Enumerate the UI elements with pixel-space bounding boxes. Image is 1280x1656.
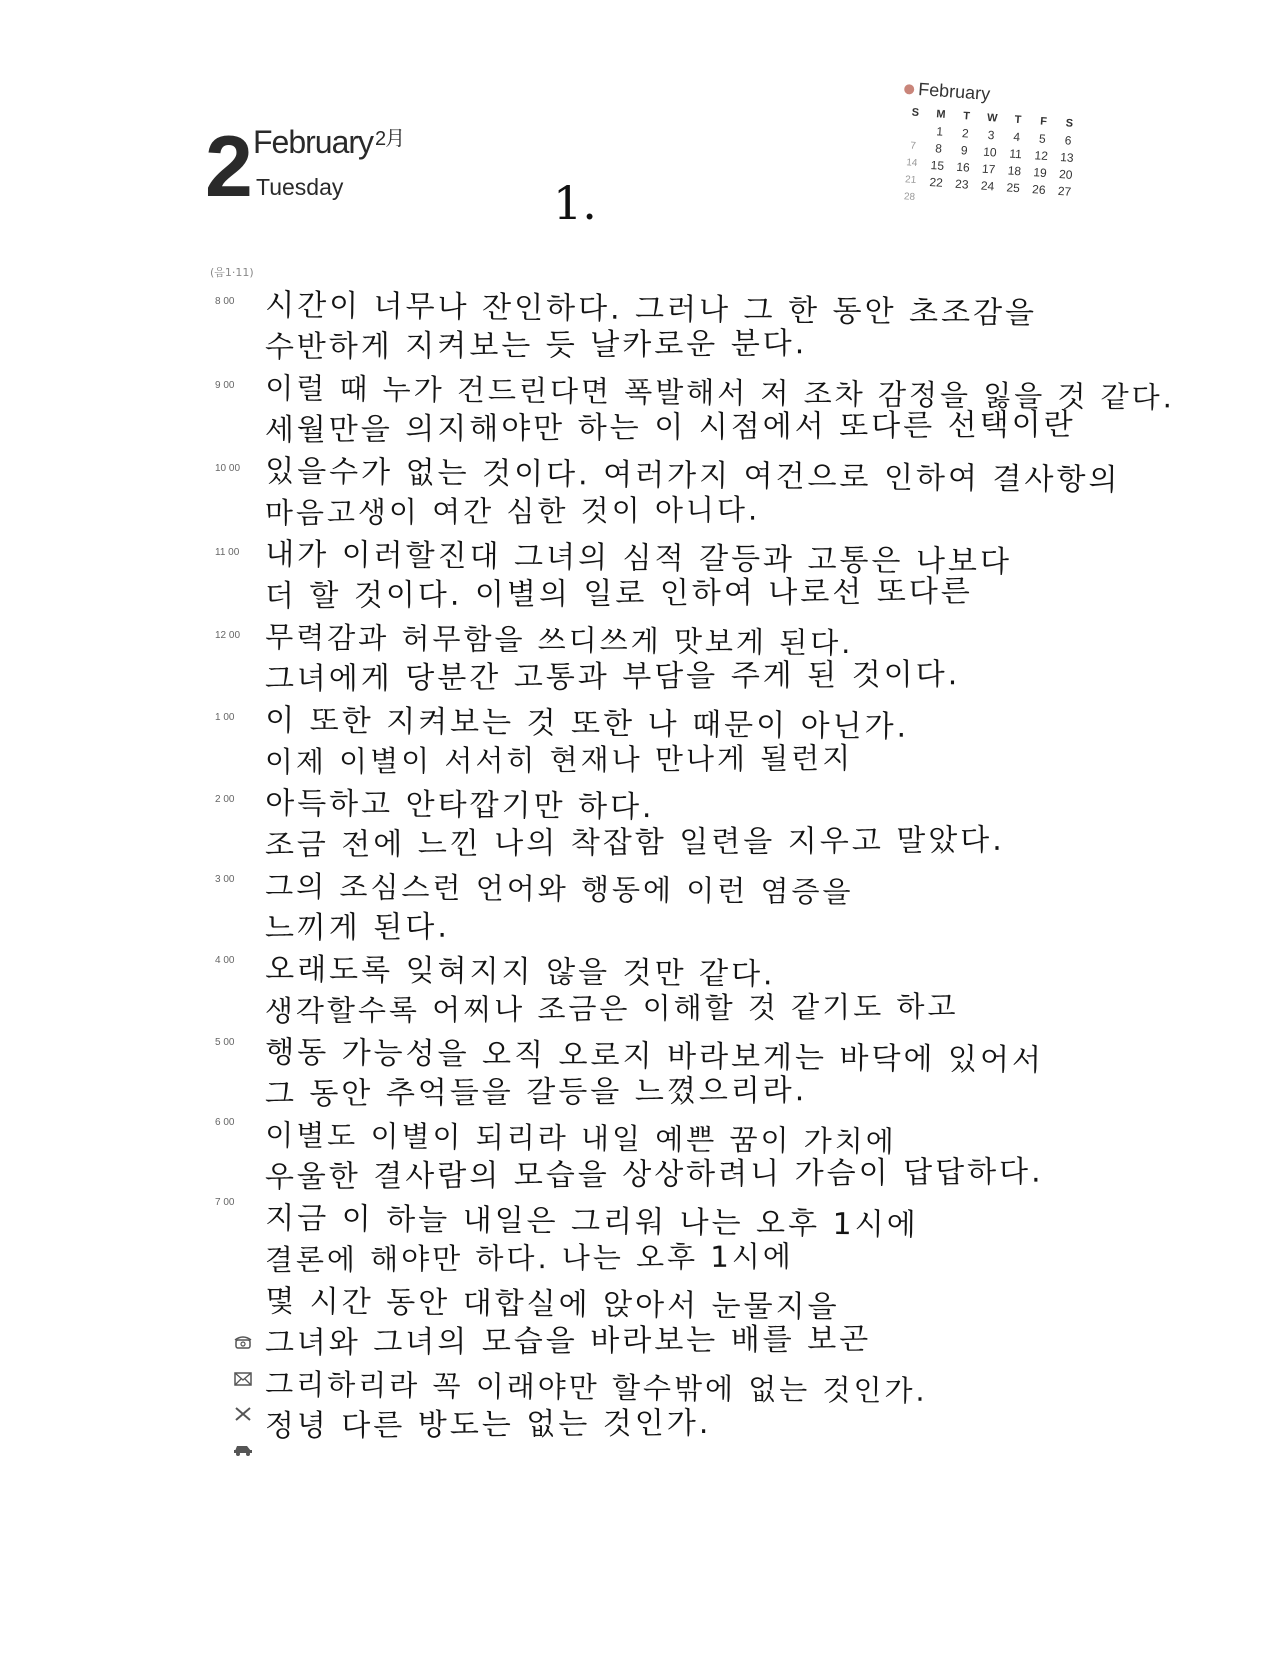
diary-line: 결론에 해야만 하다. 나는 오후 1시에 (264, 1238, 794, 1276)
date-month (253, 122, 404, 161)
weekday-cell: S (1065, 116, 1074, 130)
day-cell: 24 (980, 178, 995, 193)
diary-line: 느끼게 된다. (264, 908, 450, 945)
day-cell: 14 (905, 157, 918, 170)
hour-marker: 12 00 (215, 630, 241, 641)
day-cell: 25 (1006, 179, 1021, 195)
diary-line: 세월만을 의지해야만 하는 이 시점에서 또다른 선택이란 (264, 406, 1076, 448)
hour-marker: 2 00 (215, 794, 235, 805)
diary-line: 그리하리라 꼭 이래야만 할수밖에 없는 것인가. (265, 1366, 928, 1408)
weekday-cell: F (1039, 115, 1048, 128)
month-name: February (253, 124, 374, 160)
day-cell: 1 (935, 123, 944, 139)
diary-line: 오래도록 잊혀지지 않을 것만 같다. (265, 951, 776, 992)
mini-calendar-month: February (917, 78, 991, 104)
day-cell (973, 193, 1000, 212)
day-cell: 2 (961, 125, 970, 141)
hour-marker: 3 00 (215, 874, 235, 885)
hour-marker: 10 00 (215, 463, 241, 474)
diary-line: 생각할수록 어찌나 조금은 이해할 것 같기도 하고 (264, 988, 959, 1027)
day-cell: 16 (955, 159, 971, 175)
day-cell: 23 (954, 176, 970, 192)
scissors-icon (232, 1405, 254, 1423)
mini-calendar (896, 78, 1084, 217)
diary-line: 정녕 다른 방도는 없는 것인가. (264, 1404, 712, 1443)
diary-line: 우울한 결사람의 모습을 상상하려니 가슴이 답답하다. (264, 1153, 1044, 1194)
envelope-icon (232, 1370, 254, 1388)
diary-line: 행동 가능성을 오직 오로지 바라보게는 바닥에 있어서 (265, 1034, 1045, 1078)
month-dot-icon (904, 83, 915, 94)
mini-calendar-grid (896, 103, 1083, 217)
diary-line: 이제 이별이 서서히 현재나 만나게 될런지 (264, 739, 854, 779)
hour-marker: 1 00 (215, 712, 235, 723)
day-cell (1024, 197, 1051, 216)
day-cell: 3 (987, 127, 995, 142)
hour-marker: 7 00 (215, 1197, 235, 1208)
day-cell (1050, 198, 1077, 217)
day-cell: 7 (909, 140, 917, 152)
diary-line: 그 동안 추억들을 갈등을 느꼈으리라. (264, 1072, 808, 1111)
diary-line: 이별도 이별이 되리라 내일 예쁜 꿈이 가치에 (265, 1117, 897, 1159)
date-weekday: Tuesday (256, 174, 344, 200)
day-cell: 21 (904, 174, 917, 187)
handwritten-diary-entry (264, 282, 1176, 1444)
hour-marker: 5 00 (215, 1037, 235, 1048)
day-cell: 19 (1032, 164, 1048, 180)
diary-line: 이럴 때 누가 건드린다면 폭발해서 저 조차 감정을 잃을 것 같다. (265, 370, 1176, 415)
weekday-cell: W (986, 111, 998, 125)
diary-line: 조금 전에 느낀 나의 착잡함 일련을 지우고 말았다. (264, 821, 1005, 862)
weekday-cell: S (911, 106, 920, 119)
diary-line: 그녀와 그녀의 모습을 바라보는 배를 보곤 (264, 1320, 872, 1360)
hour-marker: 9 00 (215, 380, 235, 391)
weekday-cell: M (935, 107, 946, 121)
day-cell: 15 (930, 157, 945, 173)
diary-line: 지금 이 하늘 내일은 그리워 나는 오후 1시에 (265, 1200, 919, 1243)
weekday-cell: T (1014, 113, 1022, 126)
day-cell (999, 195, 1026, 214)
hour-marker: 11 00 (215, 547, 240, 558)
diary-line: 더 할 것이다. 이별의 일로 인하여 나로선 또다른 (264, 573, 973, 613)
date-day-number: 2 (205, 119, 250, 215)
day-cell: 11 (1008, 145, 1023, 161)
page-number: 1. (553, 176, 597, 230)
day-cell: 27 (1057, 183, 1072, 199)
day-cell: 9 (960, 142, 969, 158)
diary-line: 무력감과 허무함을 쓰디쓰게 맛보게 된다. (265, 619, 854, 660)
day-cell: 22 (929, 174, 944, 190)
day-cell: 5 (1038, 131, 1047, 146)
month-korean: 2月 (375, 128, 405, 150)
day-cell: 4 (1012, 129, 1021, 144)
telephone-icon (232, 1333, 254, 1351)
diary-line: 마음고생이 여간 심한 것이 아니다. (264, 491, 761, 530)
day-cell: 6 (1064, 132, 1072, 148)
diary-line: 이 또한 지켜보는 것 또한 나 때문이 아닌가. (265, 702, 910, 745)
diary-line: 몇 시간 동안 대합실에 앉아서 눈물지을 (265, 1283, 840, 1325)
day-cell (901, 120, 928, 139)
diary-line: 그의 조심스런 언어와 행동에 이런 염증을 (265, 868, 854, 909)
car-icon (232, 1440, 254, 1458)
day-cell (947, 191, 974, 210)
hour-marker: 4 00 (215, 955, 235, 966)
day-cell: 26 (1031, 181, 1047, 197)
diary-line: 내가 이러할진대 그녀의 심적 갈등과 고통은 나보다 (265, 536, 1013, 580)
hour-marker: 8 00 (215, 296, 235, 307)
diary-line: 수반하게 지켜보는 듯 날카로운 분다. (264, 325, 808, 365)
diary-line: 시간이 너무나 잔인하다. 그러나 그 한 동안 초조감을 (265, 287, 1038, 331)
diary-line: 있을수가 없는 것이다. 여러가지 여건으로 인하여 결사항의 (265, 453, 1121, 498)
diary-line: 아득하고 안타깝기만 하다. (265, 785, 655, 825)
weekday-cell: T (962, 109, 971, 123)
day-cell: 18 (1007, 162, 1022, 178)
day-cell: 8 (934, 140, 943, 156)
day-cell: 20 (1058, 166, 1073, 182)
diary-line: 그녀에게 당분간 고통과 부담을 주게 된 것이다. (264, 656, 961, 696)
day-cell: 17 (981, 161, 996, 177)
day-cell: 28 (903, 191, 916, 203)
day-cell: 10 (982, 144, 998, 160)
lunar-date-label: (음1·11) (210, 266, 254, 279)
day-cell: 13 (1059, 149, 1075, 165)
hour-marker: 6 00 (215, 1117, 235, 1128)
day-cell: 12 (1034, 147, 1049, 163)
day-cell (922, 190, 949, 209)
